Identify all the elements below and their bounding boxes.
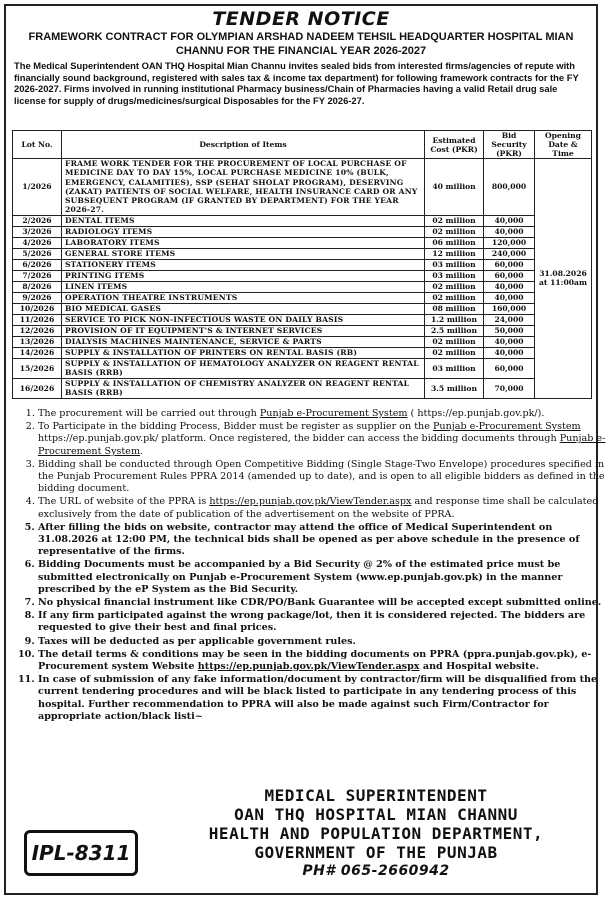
term-text: No physical financial instrument like CDR/PO/Bank Guarantee will be accepted except submitted online. — [38, 597, 602, 609]
opening-date: 31.08.2026 at 11:00am — [535, 159, 592, 399]
item-description: OPERATION THEATRE INSTRUMENTS — [62, 292, 425, 303]
hospital-name: OAN THQ HOSPITAL MIAN CHANNU — [234, 805, 518, 824]
estimated-cost: 02 million — [425, 215, 484, 226]
item-description: STATIONERY ITEMS — [62, 259, 425, 270]
bid-security: 70,000 — [484, 378, 535, 398]
bid-security: 24,000 — [484, 314, 535, 325]
item-description: RADIOLOGY ITEMS — [62, 226, 425, 237]
lot-number: 14/2026 — [13, 347, 62, 358]
term-item — [38, 559, 614, 596]
table-row — [13, 292, 592, 303]
estimated-cost: 02 million — [425, 226, 484, 237]
ipl-badge: IPL-8311 — [24, 830, 138, 876]
estimated-cost: 08 million — [425, 303, 484, 314]
item-description: DIALYSIS MACHINES MAINTENANCE, SERVICE & PARTS — [62, 336, 425, 347]
term-text: ( https://ep.punjab.gov.pk/). — [407, 408, 545, 419]
table-row — [13, 314, 592, 325]
term-text: The URL of website of the PPRA is — [38, 496, 210, 508]
term-item — [38, 496, 614, 520]
bid-security: 240,000 — [484, 248, 535, 259]
estimated-cost: 02 million — [425, 281, 484, 292]
epads-link[interactable]: Punjab e-Procurement System — [38, 433, 606, 457]
term-item — [38, 649, 614, 673]
notice-intro: The Medical Superintendent OAN THQ Hospital Mian Channu invites sealed bids from interested firms/agencies of repute with financially sound background, registered with sales tax & income tax department) for following framework contracts for the FY 2026-2027. Firms involved in running institutional Pharmacy business/Chain of Pharmacies having a valid Retail drug sale license for supply of drugs/medicines/surgical Disposables for the FY 2026-27. — [14, 60, 579, 106]
term-item — [38, 674, 614, 723]
table-row — [13, 378, 592, 398]
bid-security: 60,000 — [484, 358, 535, 378]
lot-number: 3/2026 — [13, 226, 62, 237]
term-text: Bidding shall be conducted through Open Competitive Bidding (Single Stage-Two Envelope) procedures specified in the Punjab Procurement Rules PPRA 2014 (amended up to date), and is open to all eligible bidders as defined in the bidding document. — [38, 458, 605, 495]
table-row — [13, 347, 592, 358]
signature-block — [156, 786, 596, 881]
term-text: The procurement will be carried out through — [38, 408, 260, 419]
tender-items-table — [12, 130, 592, 399]
signatory-title: MEDICAL SUPERINTENDENT — [264, 786, 488, 805]
opening-datetime: 31.08.2026 at 12:00 PM — [38, 534, 167, 546]
bid-security: 40,000 — [484, 347, 535, 358]
term-text: In case of submission of any fake information/document by contractor/firm will be disqualified from the current tendering procedures and will be black listed to participate in any tendering process of this hospital. Further recommendation to PPRA will also be made against such Firm/Contractor for appropriate action/black listi~ — [38, 674, 598, 722]
term-text: Taxes will be deducted as per applicable government rules. — [38, 635, 356, 647]
term-text: https://ep.punjab.gov.pk/ platform. Once registered, the bidder can access the bidding documents through — [38, 433, 560, 445]
term-item — [38, 459, 614, 496]
item-description: GENERAL STORE ITEMS — [62, 248, 425, 259]
item-description: SERVICE TO PICK NON-INFECTIOUS WASTE ON DAILY BASIS — [62, 314, 425, 325]
term-item — [38, 636, 614, 648]
epads-link[interactable]: Punjab e-Procurement System — [259, 408, 408, 419]
estimated-cost: 02 million — [425, 347, 484, 358]
table-row — [13, 237, 592, 248]
bid-security: 50,000 — [484, 325, 535, 336]
lot-number: 1/2026 — [13, 159, 62, 216]
lot-number: 13/2026 — [13, 336, 62, 347]
lot-number: 6/2026 — [13, 259, 62, 270]
lot-number: 10/2026 — [13, 303, 62, 314]
table-row — [13, 325, 592, 336]
item-description: SUPPLY & INSTALLATION OF HEMATOLOGY ANALYZER ON REAGENT RENTAL BASIS (RRB) — [62, 358, 425, 378]
notice-header — [6, 6, 596, 108]
item-description: PROVISION OF IT EQUIPMENT'S & INTERNET SERVICES — [62, 325, 425, 336]
table-row — [13, 248, 592, 259]
lot-number: 16/2026 — [13, 378, 62, 398]
term-text: and Hospital website. — [419, 661, 539, 673]
estimated-cost: 03 million — [425, 259, 484, 270]
item-description: SUPPLY & INSTALLATION OF PRINTERS ON RENTAL BASIS (RB) — [62, 347, 425, 358]
bid-security: 40,000 — [484, 215, 535, 226]
table-row — [13, 303, 592, 314]
ppra-link[interactable]: https://ep.punjab.gov.pk/ViewTender.aspx — [209, 496, 412, 508]
table-row — [13, 159, 592, 216]
bid-security: 800,000 — [484, 159, 535, 216]
notice-footer — [6, 782, 596, 895]
table-row — [13, 281, 592, 292]
department-name: HEALTH AND POPULATION DEPARTMENT, — [208, 824, 544, 843]
lot-number: 9/2026 — [13, 292, 62, 303]
estimated-cost: 1.2 million — [425, 314, 484, 325]
table-row — [13, 336, 592, 347]
header-security: Bid Security (PKR) — [484, 131, 535, 159]
notice-subtitle: FRAMEWORK CONTRACT FOR OLYMPIAN ARSHAD NADEEM TEHSIL HEADQUARTER HOSPITAL MIAN CHANNU FOR THE FINANCIAL YEAR 2026-2027 — [28, 31, 574, 57]
item-description: LINEN ITEMS — [62, 281, 425, 292]
table-row — [13, 259, 592, 270]
term-text: The detail terms & conditions may be seen in the bidding documents on PPRA (ppra.punjab.gov.pk), e-Procurement system Website — [38, 648, 592, 673]
ppra-link[interactable]: https://ep.punjab.gov.pk/ViewTender.aspx — [197, 661, 420, 673]
bid-security: 40,000 — [484, 292, 535, 303]
government-name: GOVERNMENT OF THE PUNJAB — [254, 843, 498, 862]
bid-security: 120,000 — [484, 237, 535, 248]
lot-number: 5/2026 — [13, 248, 62, 259]
table-row — [13, 270, 592, 281]
estimated-cost: 12 million — [425, 248, 484, 259]
lot-number: 7/2026 — [13, 270, 62, 281]
term-text: If any firm participated against the wrong package/lot, then it is considered rejected. The bidders are requested to give their best and final prices. — [38, 610, 586, 634]
term-text: and response time shall be calculated exclusively from the date of publication of the advertisement on the website of PPRA. — [38, 496, 599, 520]
lot-number: 12/2026 — [13, 325, 62, 336]
term-item — [38, 408, 614, 420]
item-description: LABORATORY ITEMS — [62, 237, 425, 248]
lot-number: 11/2026 — [13, 314, 62, 325]
item-description: BIO MEDICAL GASES — [62, 303, 425, 314]
tender-notice-page — [4, 4, 606, 895]
table-header-row — [13, 131, 592, 159]
lot-number: 15/2026 — [13, 358, 62, 378]
header-opening: Opening Date & Time — [535, 131, 592, 159]
term-item — [38, 610, 614, 634]
term-text: . — [140, 445, 144, 457]
term-item — [38, 522, 614, 559]
epads-link[interactable]: Punjab e-Procurement System — [432, 421, 581, 433]
term-text: , the technical bids shall be opened as per above schedule in the presence of representative of the firms. — [38, 534, 580, 558]
table-row — [13, 226, 592, 237]
term-text: Bidding Documents must be accompanied by a Bid Security @ 2% of the estimated price must be submitted electronically on Punjab e-Procurement System (www.ep.punjab.gov.pk) in the manner prescribed by the eP System as the Bid Security. — [38, 559, 563, 595]
estimated-cost: 06 million — [425, 237, 484, 248]
table-row — [13, 358, 592, 378]
bid-security: 60,000 — [484, 259, 535, 270]
header-cost: Estimated Cost (PKR) — [425, 131, 484, 159]
bid-security: 40,000 — [484, 281, 535, 292]
term-text: To Participate in the bidding Process, Bidder must be register as supplier on the — [38, 421, 433, 433]
bid-security: 60,000 — [484, 270, 535, 281]
lot-number: 4/2026 — [13, 237, 62, 248]
term-item — [38, 597, 614, 609]
item-description: PRINTING ITEMS — [62, 270, 425, 281]
term-item — [38, 421, 614, 458]
phone-number: PH# 065-2660942 — [302, 863, 450, 879]
table-row — [13, 215, 592, 226]
estimated-cost: 03 million — [425, 270, 484, 281]
item-description: FRAME WORK TENDER FOR THE PROCUREMENT OF LOCAL PURCHASE OF MEDICINE DAY TO DAY 15%, LOCAL PURCHASE MEDICINE 10% (BULK, EMERGENCY, CALAMITIES), SSP (SEHAT SHOLAT PROGRAM), DESERVING (ZAKAT) PATIENTS OF SOCIAL WELFARE, HEALTH INSURANCE CARD OR ANY SUBSEQUENT PROGRAM (IF GRANTED BY DEPARTMENT) FOR THE YEAR 2026-27. — [62, 159, 425, 216]
bid-security: 40,000 — [484, 226, 535, 237]
estimated-cost: 2.5 million — [425, 325, 484, 336]
estimated-cost: 03 million — [425, 358, 484, 378]
item-description: DENTAL ITEMS — [62, 215, 425, 226]
estimated-cost: 40 million — [425, 159, 484, 216]
lot-number: 8/2026 — [13, 281, 62, 292]
bid-security: 40,000 — [484, 336, 535, 347]
header-lot: Lot No. — [13, 131, 62, 159]
lot-number: 2/2026 — [13, 215, 62, 226]
estimated-cost: 02 million — [425, 336, 484, 347]
term-text: After filling the bids on website, contractor may attend the office of Medical Superintendent on — [38, 521, 553, 533]
item-description: SUPPLY & INSTALLATION OF CHEMISTRY ANALYZER ON REAGENT RENTAL BASIS (RRB) — [62, 378, 425, 398]
header-description: Description of Items — [62, 131, 425, 159]
estimated-cost: 3.5 million — [425, 378, 484, 398]
notice-title: TENDER NOTICE — [212, 8, 390, 30]
estimated-cost: 02 million — [425, 292, 484, 303]
terms-list — [16, 408, 614, 724]
bid-security: 160,000 — [484, 303, 535, 314]
